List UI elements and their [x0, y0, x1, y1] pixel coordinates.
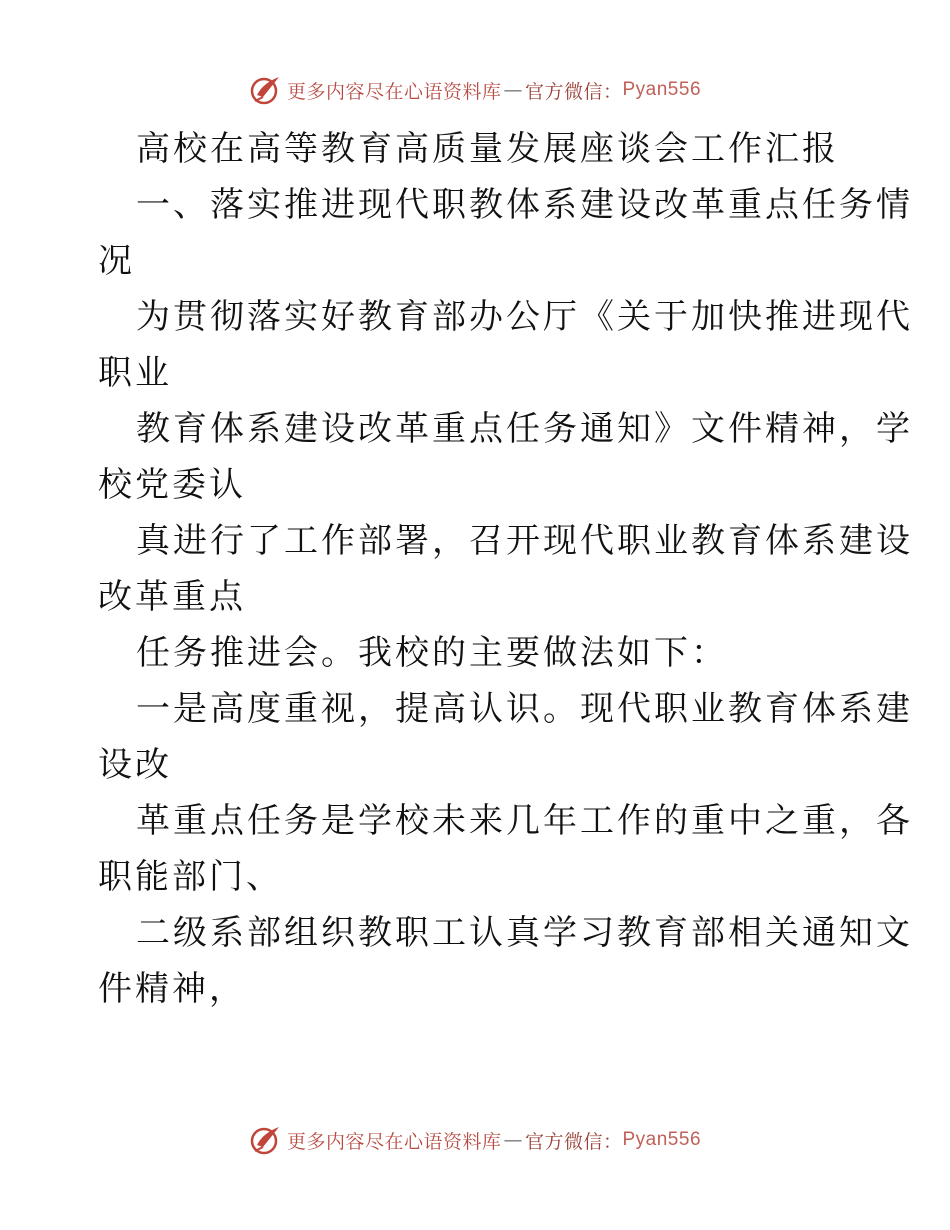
- text-line: 二级系部组织教职工认真学习教育部相关通知文: [136, 913, 913, 953]
- text-line: 况: [98, 241, 135, 281]
- quill-pen-logo-icon: [249, 73, 283, 107]
- text-line: 为贯彻落实好教育部办公厅《关于加快推进现代: [136, 297, 913, 337]
- text-line: 改革重点: [98, 577, 246, 617]
- text-line: 件精神，: [98, 969, 246, 1009]
- quill-pen-logo-icon: [249, 1123, 283, 1157]
- text-line: 真进行了工作部署，召开现代职业教育体系建设: [136, 521, 913, 561]
- watermark-wechat-id: Pyan556: [622, 79, 702, 100]
- text-line: 革重点任务是学校未来几年工作的重中之重，各: [136, 801, 913, 841]
- document-body: [98, 121, 913, 1017]
- watermark-wechat-id: Pyan556: [622, 1129, 702, 1150]
- text-line: 一、落实推进现代职教体系建设改革重点任务情: [136, 185, 913, 225]
- text-line: 校党委认: [98, 465, 246, 505]
- text-line: 职能部门、: [98, 857, 283, 897]
- watermark-main-text: 更多内容尽在心语资料库: [286, 80, 502, 103]
- watermark-wechat-label: 官方微信：: [524, 80, 623, 103]
- text-line: 职业: [98, 353, 172, 393]
- text-line: 教育体系建设改革重点任务通知》文件精神，学: [136, 409, 913, 449]
- watermark-main-text: 更多内容尽在心语资料库: [286, 1130, 502, 1153]
- watermark-separator: —: [503, 1129, 523, 1151]
- footer-watermark: [0, 1120, 950, 1160]
- document-title: 高校在高等教育高质量发展座谈会工作汇报: [136, 129, 839, 169]
- text-line: 设改: [98, 745, 172, 785]
- watermark-separator: —: [503, 79, 523, 101]
- text-line: 任务推进会。我校的主要做法如下：: [136, 633, 728, 673]
- watermark-wechat-label: 官方微信：: [524, 1130, 623, 1153]
- text-line: 一是高度重视，提高认识。现代职业教育体系建: [136, 689, 913, 729]
- header-watermark: [0, 70, 950, 110]
